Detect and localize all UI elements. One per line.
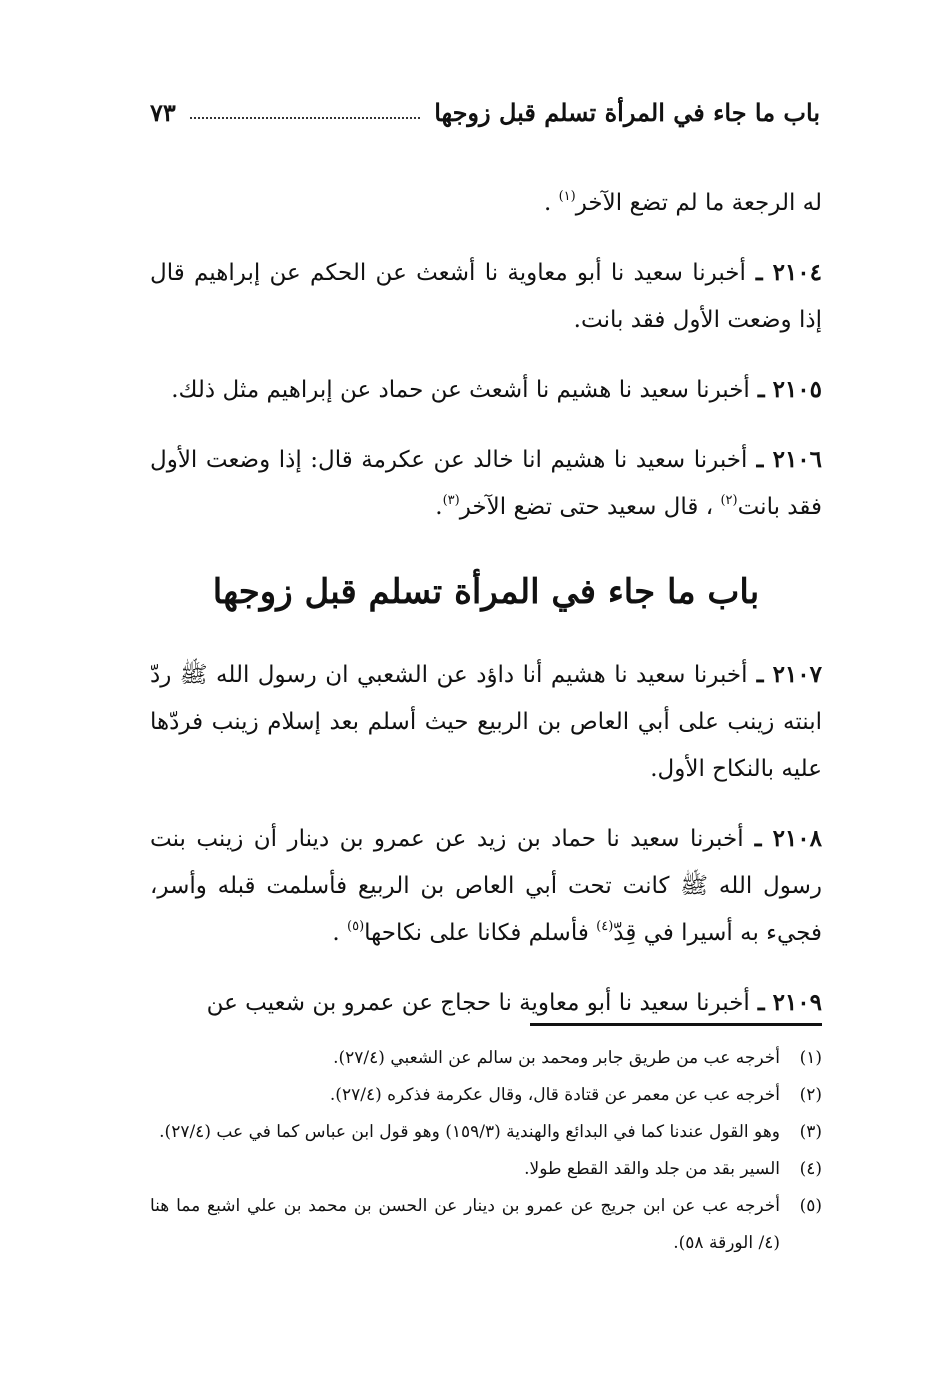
footnote-ref: (٤) — [596, 919, 614, 934]
hadith-number: ٢١٠٤ ـ — [745, 259, 822, 286]
footnote-ref: (٢) — [720, 493, 738, 508]
page-number: ٧٣ — [150, 97, 176, 127]
hadith-number: ٢١٠٦ ـ — [747, 446, 823, 473]
footnote — [150, 1188, 822, 1262]
footnote-number: (٥) — [799, 1196, 822, 1216]
hadith-number: ٢١٠٥ ـ — [749, 376, 822, 403]
running-header-title: باب ما جاء في المرأة تسلم قبل زوجها — [434, 97, 820, 127]
hadith-number: ٢١٠٩ ـ — [749, 989, 822, 1016]
hadith-number: ٢١٠٨ ـ — [743, 825, 822, 852]
main-text — [150, 180, 822, 1049]
hadith-paragraph: ٢١٠٧ ـ أخبرنا سعيد نا هشيم أنا داؤد عن الشعبي ان رسول الله ﷺ ردّ ابنته زينب على أبي العاص بن الربيع حيث أسلم بعد إسلام زينب فردّها عليه بالنكاح الأول. — [150, 661, 822, 782]
hadith-paragraph: ٢١٠٨ ـ أخبرنا سعيد نا حماد بن زيد عن عمرو بن دينار أن زينب بنت رسول الله ﷺ كانت تحت أبي العاص بن الربيع فأسلمت قبله وأسر، فجيء به أسيرا في قِدّ$^{(٤)}$ فأسلم فكانا على نكاحها$^{(٥)}$ . — [150, 825, 822, 946]
footnote-text: أخرجه عب عن معمر عن قتادة قال، وقال عكرمة فذكره (٢٧/٤). — [329, 1085, 780, 1105]
header-dotted-leader — [190, 117, 420, 119]
footnote-text: أخرجه عب من طريق جابر ومحمد بن سالم عن الشعبي (٢٧/٤). — [333, 1048, 780, 1068]
footnote — [150, 1040, 822, 1077]
footnote-number: (٢) — [799, 1085, 822, 1105]
hadith-number: ٢١٠٧ ـ — [747, 661, 822, 688]
footnotes — [150, 1040, 822, 1262]
footnote-ref: (٥) — [347, 919, 365, 934]
footnote-number: (١) — [799, 1048, 822, 1068]
hadith-paragraph: ٢١٠٥ ـ أخبرنا سعيد نا هشيم نا أشعث عن حماد عن إبراهيم مثل ذلك. — [171, 376, 822, 403]
running-header — [150, 92, 820, 132]
footnote-number: (٤) — [799, 1159, 822, 1179]
footnote-text: السير بقد من جلد والقد القطع طولا. — [524, 1159, 780, 1179]
paragraph-continuation: له الرجعة ما لم تضع الآخر$^{(١)}$ . — [543, 189, 822, 216]
section-title: باب ما جاء في المرأة تسلم قبل زوجها — [212, 572, 760, 612]
footnote — [150, 1077, 822, 1114]
footnote-separator — [530, 1023, 822, 1026]
footnote-ref: (٣) — [442, 493, 460, 508]
footnote-number: (٣) — [799, 1122, 822, 1142]
footnote-text: أخرجه عب عن ابن جريج عن عمرو بن دينار عن الحسن بن محمد بن علي اشبع مما هنا (٤/ الورقة ٥٨). — [150, 1196, 780, 1253]
footnote — [150, 1114, 822, 1151]
footnote — [150, 1151, 822, 1188]
hadith-paragraph: ٢١٠٦ ـ أخبرنا سعيد نا هشيم انا خالد عن عكرمة قال: إذا وضعت الأول فقد بانت$^{(٢)}$ ، قال سعيد حتى تضع الآخر$^{(٣)}$. — [150, 446, 823, 520]
footnote-ref: (١) — [558, 189, 576, 204]
hadith-paragraph: ٢١٠٩ ـ أخبرنا سعيد نا أبو معاوية نا حجاج عن عمرو بن شعيب عن — [206, 989, 822, 1016]
hadith-paragraph: ٢١٠٤ ـ أخبرنا سعيد نا أبو معاوية نا أشعث عن الحكم عن إبراهيم قال إذا وضعت الأول فقد بانت. — [150, 259, 822, 333]
footnote-text: وهو القول عندنا كما في البدائع والهندية (١٥٩/٣) وهو قول ابن عباس كما في عب (٢٧/٤). — [159, 1122, 780, 1142]
